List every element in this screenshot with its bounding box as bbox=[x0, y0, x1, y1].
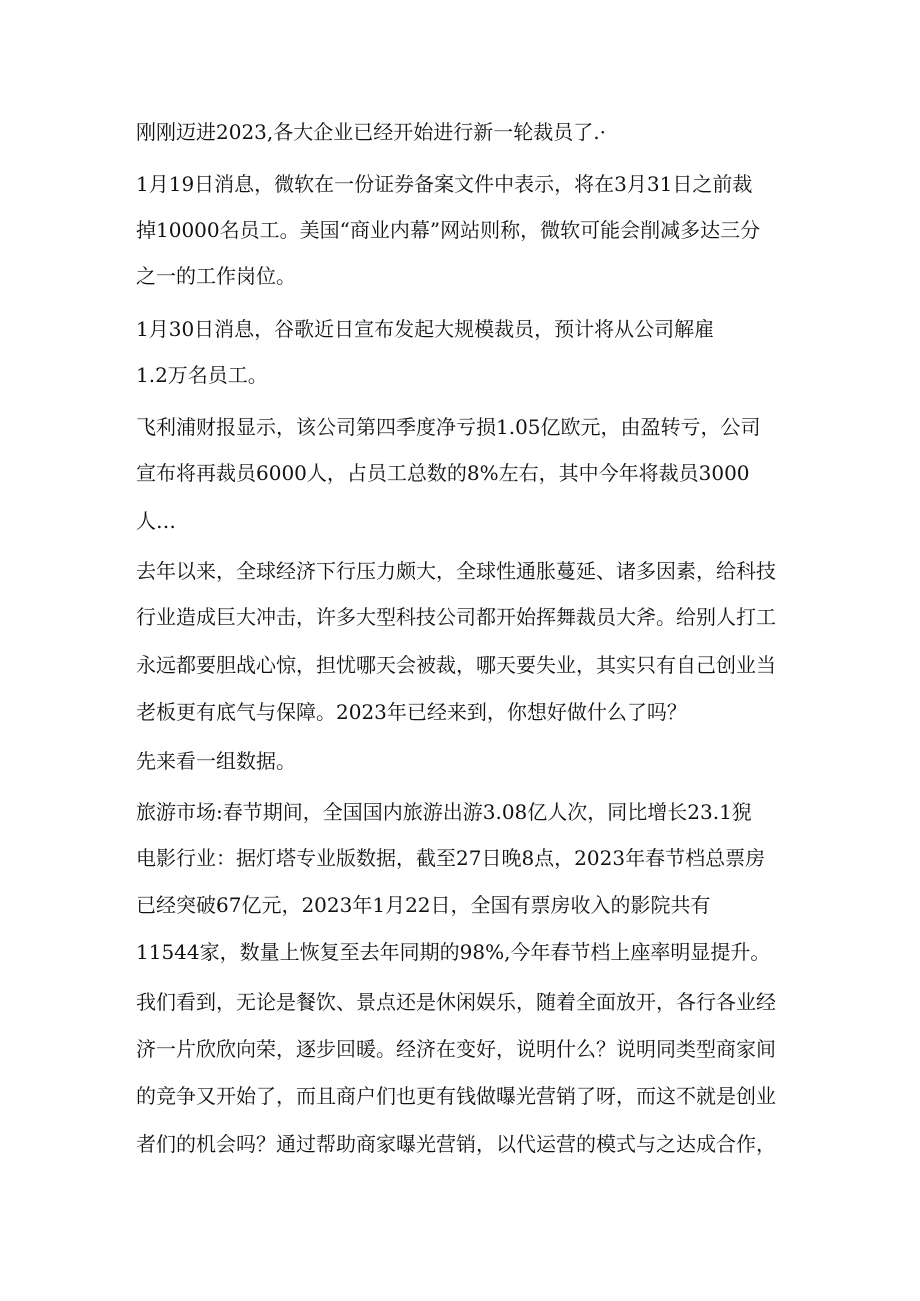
text-line: 先来看一组数据。 bbox=[136, 749, 296, 773]
text-line: 去年以来，全球经济下行压力颇大，全球性通胀蔓延、诸多因素，给科技 bbox=[136, 559, 776, 583]
text-line: 1.2万名员工。 bbox=[136, 363, 268, 387]
text-line: 人… bbox=[136, 509, 176, 533]
text-line: 宣布将再裁员6000人，占员工总数的8%左右，其中今年将裁员3000 bbox=[136, 461, 750, 485]
text-line: 老板更有底气与保障。2023年已经来到，你想好做什么了吗？ bbox=[136, 700, 687, 724]
text-line: 的竞争又开始了，而且商户们也更有钱做曝光营销了呀，而这不就是创业 bbox=[136, 1084, 776, 1108]
text-line: 旅游市场:春节期间，全国国内旅游出游3.08亿人次，同比增长23.1猊 bbox=[136, 800, 752, 824]
text-line: 电影行业：据灯塔专业版数据，截至27日晚8点，2023年春节档总票房 bbox=[136, 846, 766, 870]
text-line: 11544家，数量上恢复至去年同期的98%,今年春节档上座率明显提升。 bbox=[136, 940, 771, 964]
text-line: 永远都要胆战心惊，担忧哪天会被裁，哪天要失业，其实只有自己创业当 bbox=[136, 653, 776, 677]
text-line: 刚刚迈进2023,各大企业已经开始进行新一轮裁员了.· bbox=[136, 120, 606, 144]
text-line: 1月30日消息，谷歌近日宣布发起大规模裁员，预计将从公司解雇 bbox=[136, 317, 715, 341]
text-line: 1月19日消息，微软在一份证券备案文件中表示，将在3月31日之前裁 bbox=[136, 172, 753, 196]
text-line: 济一片欣欣向荣，逐步回暖。经济在变好，说明什么？说明同类型商家间 bbox=[136, 1037, 776, 1061]
text-line: 行业造成巨大冲击，许多大型科技公司都开始挥舞裁员大斧。给别人打工 bbox=[136, 605, 776, 629]
text-line: 飞利浦财报显示，该公司第四季度净亏损1.05亿欧元，由盈转亏，公司 bbox=[136, 415, 761, 439]
text-line: 已经突破67亿元，2023年1月22日，全国有票房收入的影院共有 bbox=[136, 893, 711, 917]
text-line: 之一的工作岗位。 bbox=[136, 264, 296, 288]
text-line: 掉10000名员工。美国“商业内幕”网站则称，微软可能会削减多达三分 bbox=[136, 218, 761, 242]
text-line: 者们的机会吗？通过帮助商家曝光营销，以代运营的模式与之达成合作， bbox=[136, 1132, 776, 1156]
text-line: 我们看到，无论是餐饮、景点还是休闲娱乐，随着全面放开，各行各业经 bbox=[136, 990, 776, 1014]
